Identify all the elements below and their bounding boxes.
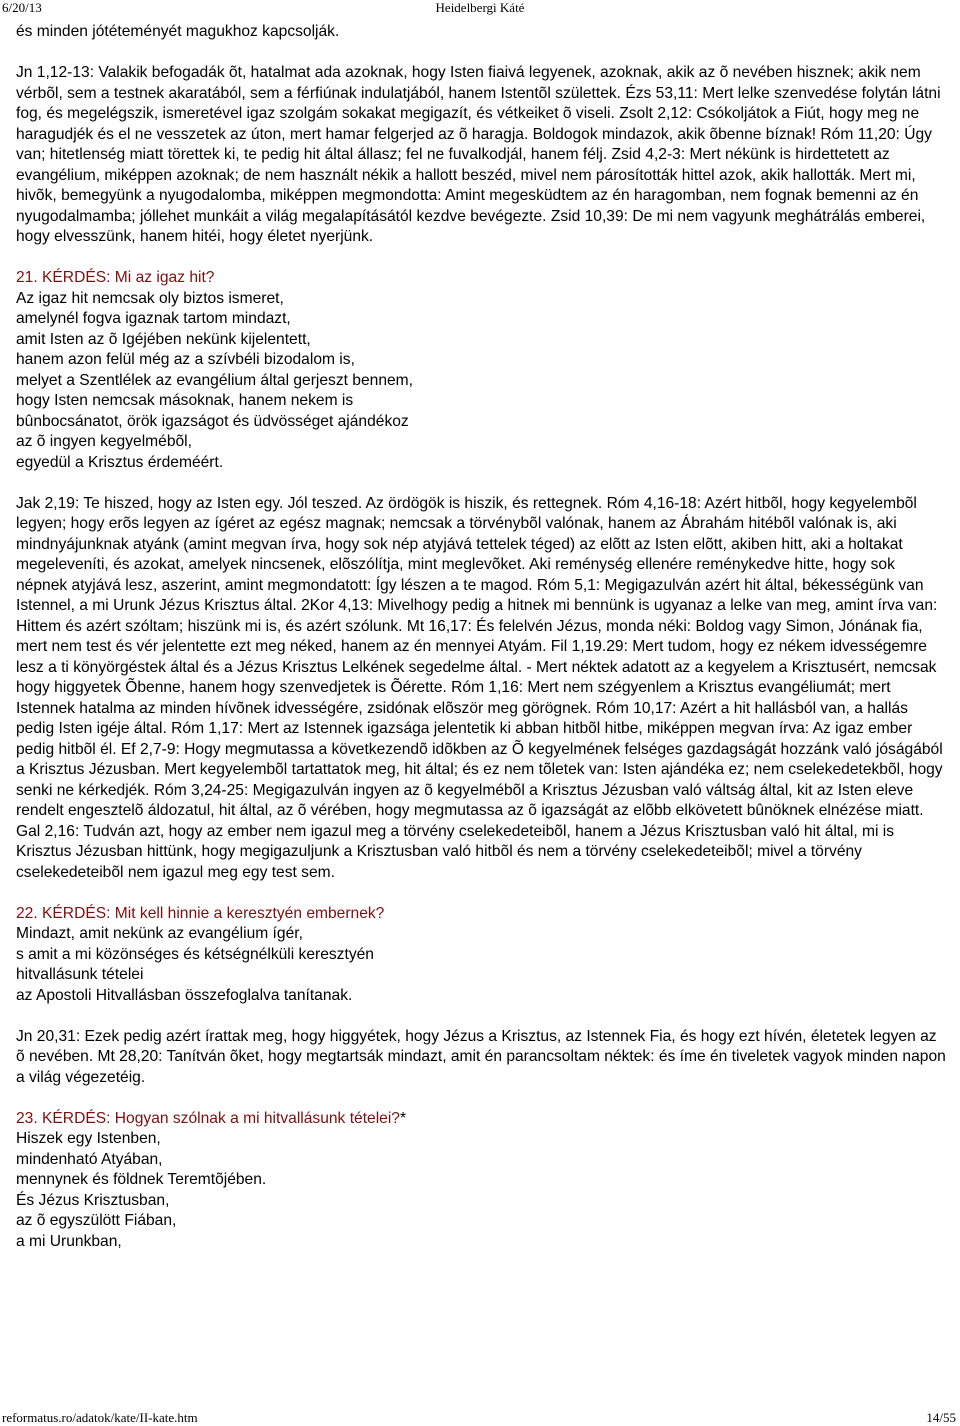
- answer-line: a mi Urunkban,: [16, 1232, 122, 1250]
- answer-line: egyedül a Krisztus érdeméért.: [16, 453, 224, 471]
- answer-line: hogy Isten nemcsak másoknak, hanem nekem is: [16, 392, 354, 409]
- header-title: Heidelbergi Káté: [435, 0, 525, 15]
- answer-line: És Jézus Krisztusban,: [16, 1191, 170, 1209]
- answer-line: bûnbocsánatot, örök igazságot és üdvösséget ajándékoz: [16, 412, 409, 430]
- answer-line: Hiszek egy Istenben,: [16, 1130, 161, 1147]
- answer-23: [16, 1129, 946, 1252]
- answer-line: s amit a mi közönséges és kétségnélküli keresztyén: [16, 945, 374, 963]
- answer-line: az õ ingyen kegyelmébõl,: [16, 433, 192, 450]
- intro-line: és minden jótéteményét magukhoz kapcsolják.: [16, 23, 340, 40]
- question-23-line: [16, 1109, 946, 1130]
- paragraph-references-2: Jak 2,19: Te hiszed, hogy az Isten egy. Jól teszed. Az ördögök is hiszik, és rettegnek. Róm 4,16-18: Azért hitbõl, hogy kegyelembõl legyen; hogy erõs legyen az ígéret az egész magnak; nemcsak a törvénybõl valónak, hanem az Ábrahám hitébõl valónak is, aki mindnyájunknak atyánk (amint megvan írva, hogy sok nép atyjává tettelek téged) az elõtt az Isten elõtt, akiben hitt, aki a holtakat megeleveníti, és azokat, amelyek nincsenek, elõszólítja, mint meglevõket. Aki reménység ellenére reménykedve hitte, hogy sok népnek atyjává lesz, aszerint, amint megmondatott: Így lészen a te magod. Róm 5,1: Megigazulván azért hit által, békességünk van Istennel, a mi Urunk Jézus Krisztus által. 2Kor 4,13: Mivelhogy pedig a hitnek mi bennünk is ugyanaz a lelke van meg, amint írva van: Hittem és azért szóltam; hiszünk mi is, és azért szólunk. Mt 16,17: És felelvén Jézus, monda néki: Boldog vagy Simon, Jónának fia, mert nem test és vér jelentette ezt meg néked, hanem az én mennyei Atyám. Fil 1,19.29: Mert tudom, hogy ez nékem idvességemre lesz a ti könyörgéstek által és a Jézus Krisztus Lelkének segedelme által. - Mert néktek adatott az a kegyelem a Krisztusért, nemcsak hogy higgyetek Õbenne, hanem hogy szenvedjetek is Õérette. Róm 1,16: Mert nem szégyenlem a Krisztus evangéliumát; mert Istennek hatalma az minden hívõnek idvességére, zsidónak elõször meg görögnek. Róm 10,17: Azért a hit hallásból van, a hallás pedig Isten igéje által. Róm 1,17: Mert az Istennek igazsága jelentetik ki abban hitbõl hitbe, miképpen megvan írva: Az igaz ember pedig hitbõl él. Ef 2,7-9: Hogy megmutassa a következendõ idõkben az Õ kegyelmének felséges gazdagságát hozzánk való jóságából a Krisztus Jézusban. Mert kegyelembõl tartattatok meg, hit által; és ez nem tõletek van: Isten ajándéka ez; nem cselekedetekbõl, hogy senki ne kérkedjék. Róm 3,24-25: Megigazulván ingyen az õ kegyelmébõl a Krisztus Jézusban való váltság által, kit az Isten eleve rendelt engesztelõ áldozatul, hit által, az õ vérében, hogy megmutassa az õ igazságát az elõbb elkövetett bûnöknek elnézése miatt. Gal 2,16: Tudván azt, hogy az ember nem igazul meg a törvény cselekedeteibõl, hanem a Jézus Krisztusban való hit által, mi is Krisztus Jézusban hittünk, hogy megigazuljunk a Krisztusban való hitbõl és nem a törvény cselekedeteibõl; mivel a törvény cselekedeteibõl nem igazul meg egy test sem.: [16, 494, 943, 881]
- answer-line: Mindazt, amit nekünk az evangélium ígér,: [16, 925, 303, 942]
- question-23: 23. KÉRDÉS: Hogyan szólnak a mi hitvallásunk tételei?: [16, 1109, 400, 1127]
- footer-page-number: 14/55: [926, 1410, 956, 1425]
- document-body: [16, 22, 946, 1252]
- answer-line: amit Isten az õ Igéjében nekünk kijelentett,: [16, 330, 311, 348]
- footer-url-link[interactable]: reformatus.ro/adatok/kate/II-kate.htm: [2, 1410, 198, 1425]
- answer-line: hanem azon felül még az a szívbéli bizodalom is,: [16, 351, 355, 368]
- answer-line: mindenható Atyában,: [16, 1150, 163, 1168]
- answer-line: Az igaz hit nemcsak oly biztos ismeret,: [16, 289, 284, 307]
- answer-22: [16, 924, 946, 1006]
- answer-line: amelynél fogva igaznak tartom mindazt,: [16, 310, 291, 327]
- question-22: 22. KÉRDÉS: Mit kell hinnie a keresztyén embernek?: [16, 904, 385, 922]
- paragraph-references-1: Jn 1,12-13: Valakik befogadák õt, hatalmat ada azoknak, hogy Isten fiaivá legyenek, azoknak, akik az õ nevében hisznek; akik nem vérbõl, sem a testnek akaratából, sem a férfiúnak indulatjából, hanem Istentõl születtek. Ézs 53,11: Mert lelke szenvedése folytán látni fog, és megelégszik, ismeretével igaz szolgám sokakat megigazít, és vétkeiket õ viseli. Zsolt 2,12: Csókoljátok a Fiút, hogy meg ne haragudjék és el ne vesszetek az úton, mert hamar felgerjed az õ haragja. Boldogok mindazok, akik õbenne bíznak! Róm 11,20: Úgy van; hitetlenség miatt törettek ki, te pedig hit által állasz; fel ne fuvalkodjál, hanem félj. Zsid 4,2-3: Mert nékünk is hirdettetett az evangélium, miképpen azoknak; de nem használt nékik a hallott beszéd, mivel nem párosították hittel azok, akik hallották. Mert mi, hivõk, bemegyünk a nyugodalomba, miképpen megmondotta: Amint megesküdtem az én haragomban, nem fognak bemenni az én nyugodalmamba; jóllehet munkáit a világ megalapításától kezdve bevégezte. Zsid 10,39: De mi nem vagyunk meghátrálás emberei, hogy elvesszünk, hanem hitéi, hogy életet nyerjünk.: [16, 64, 941, 245]
- question-21: 21. KÉRDÉS: Mi az igaz hit?: [16, 269, 215, 286]
- answer-line: az Apostoli Hitvallásban összefoglalva tanítanak.: [16, 986, 353, 1004]
- question-23-asterisk: *: [399, 1109, 407, 1127]
- answer-21: [16, 289, 946, 474]
- header-date: 6/20/13: [2, 0, 42, 15]
- paragraph-references-3: Jn 20,31: Ezek pedig azért írattak meg, hogy higgyétek, hogy Jézus a Krisztus, az Istennek Fia, és hogy ezt hívén, életetek legyen az õ nevében. Mt 28,20: Tanítván õket, hogy megtartsák mindazt, amit én parancsoltam néktek: és íme én tiveletek vagyok minden napon a világ végezetéig.: [16, 1027, 946, 1086]
- answer-line: hitvallásunk tételei: [16, 966, 144, 983]
- answer-line: az õ egyszülött Fiában,: [16, 1212, 177, 1229]
- answer-line: melyet a Szentlélek az evangélium által gerjeszt bennem,: [16, 371, 413, 389]
- answer-line: mennynek és földnek Teremtõjében.: [16, 1171, 267, 1188]
